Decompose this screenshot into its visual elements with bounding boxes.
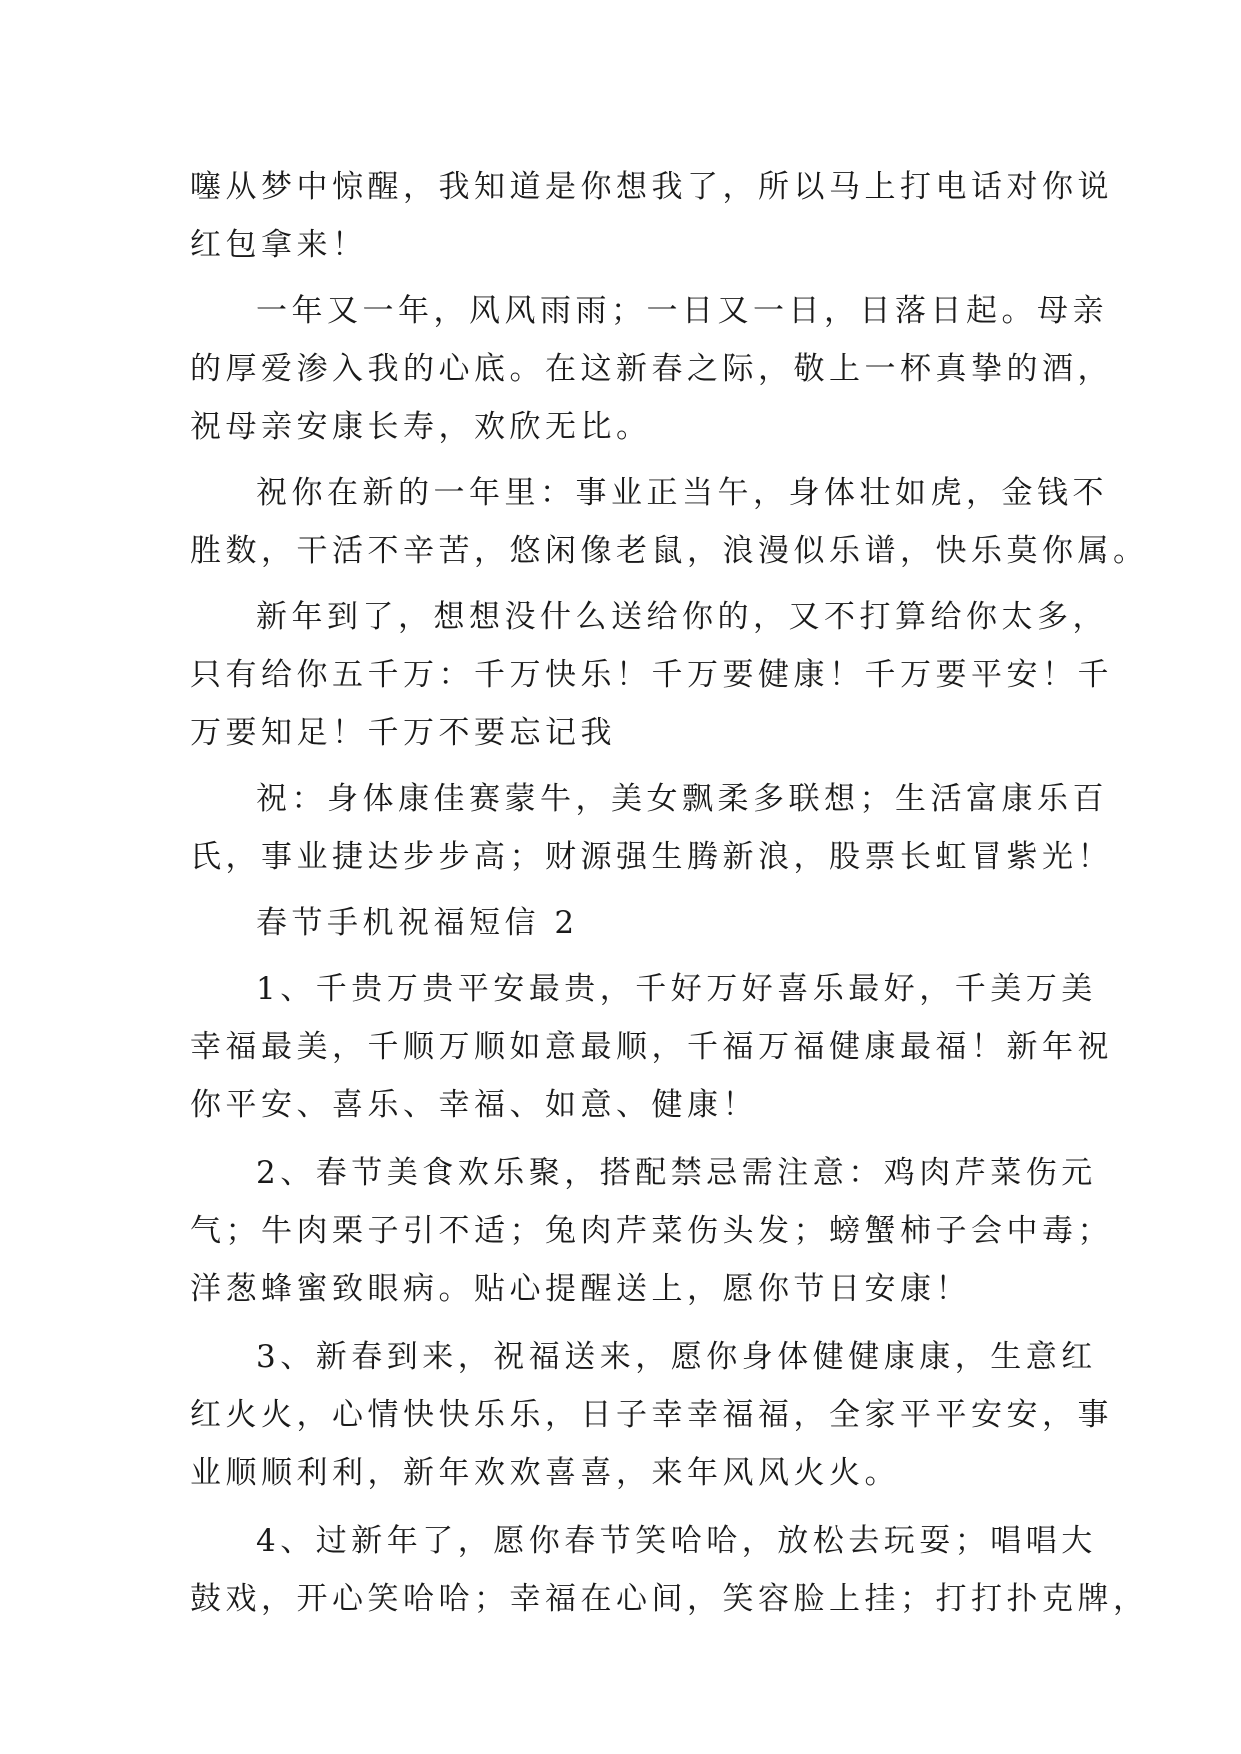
paragraph: [190, 588, 1113, 762]
paragraph: [190, 158, 1113, 274]
text-line: 1、千贵万贵平安最贵，千好万好喜乐最好，千美万美: [256, 971, 1097, 1007]
paragraph: [190, 960, 1113, 1134]
text-line: 气；牛肉栗子引不适；兔肉芹菜伤头发；螃蟹柿子会中毒；: [190, 1213, 1113, 1249]
text-line: 祝母亲安康长寿，欢欣无比。: [190, 409, 652, 445]
paragraph: [190, 282, 1113, 456]
text-line: 祝：身体康佳赛蒙牛，美女飘柔多联想；生活富康乐百: [256, 781, 1108, 817]
text-line: 2、春节美食欢乐聚，搭配禁忌需注意：鸡肉芹菜伤元: [256, 1155, 1097, 1191]
paragraph: [190, 1144, 1113, 1318]
text-line: 你平安、喜乐、幸福、如意、健康！: [190, 1087, 758, 1123]
text-line: 新年到了，想想没什么送给你的，又不打算给你太多，: [256, 599, 1108, 635]
text-line: 噻从梦中惊醒，我知道是你想我了，所以马上打电话对你说: [190, 169, 1113, 205]
text-line: 的厚爱渗入我的心底。在这新春之际，敬上一杯真挚的酒，: [190, 351, 1113, 387]
paragraph: [190, 1512, 1149, 1628]
text-line: 红包拿来！: [190, 227, 368, 263]
text-line: 3、新春到来，祝福送来，愿你身体健健康康，生意红: [256, 1339, 1097, 1375]
text-line: 胜数，干活不辛苦，悠闲像老鼠，浪漫似乐谱，快乐莫你属。: [190, 533, 1149, 569]
text-line: 4、过新年了，愿你春节笑哈哈，放松去玩耍；唱唱大: [256, 1523, 1097, 1559]
text-line: 祝你在新的一年里：事业正当午，身体壮如虎，金钱不: [256, 475, 1108, 511]
paragraph: [190, 464, 1149, 580]
paragraph: [190, 770, 1113, 886]
text-line: 业顺顺利利，新年欢欢喜喜，来年风风火火。: [190, 1455, 900, 1491]
document-body: [190, 158, 1149, 1628]
section-heading-text: 春节手机祝福短信 2: [256, 905, 579, 941]
text-line: 红火火，心情快快乐乐，日子幸幸福福，全家平平安安，事: [190, 1397, 1113, 1433]
text-line: 鼓戏，开心笑哈哈；幸福在心间，笑容脸上挂；打打扑克牌，: [190, 1581, 1149, 1617]
text-line: 万要知足！千万不要忘记我: [190, 715, 616, 751]
text-line: 幸福最美，千顺万顺如意最顺，千福万福健康最福！新年祝: [190, 1029, 1113, 1065]
text-line: 只有给你五千万：千万快乐！千万要健康！千万要平安！千: [190, 657, 1113, 693]
text-line: 洋葱蜂蜜致眼病。贴心提醒送上，愿你节日安康！: [190, 1271, 971, 1307]
paragraph: [190, 1328, 1113, 1502]
section-heading: [190, 894, 1060, 952]
text-line: 氏，事业捷达步步高；财源强生腾新浪，股票长虹冒紫光！: [190, 839, 1113, 875]
text-line: 一年又一年，风风雨雨；一日又一日，日落日起。母亲: [256, 293, 1108, 329]
